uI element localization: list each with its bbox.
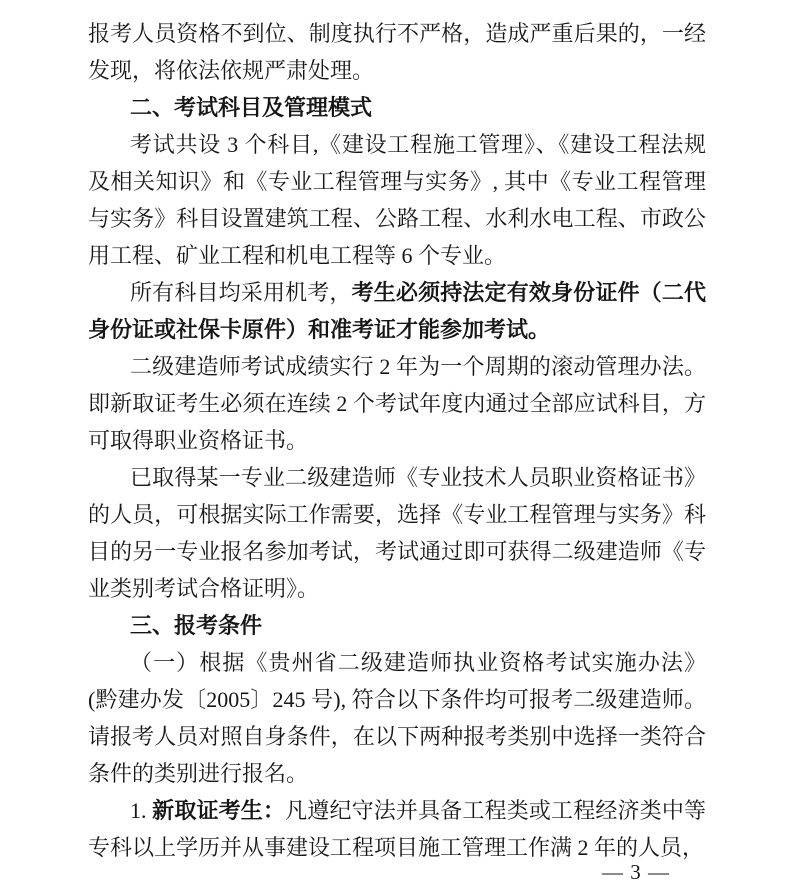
paragraph [88,15,706,89]
text-run: 二级建造师考试成绩实行 2 年为一个周期的滚动管理办法。即新取证考生必须在连续 2 个考试年度内通过全部应试科目，方可取得职业资格证书。 [88,354,706,453]
text-run: 1. [130,798,153,823]
bold-text-run: 二、考试科目及管理模式 [130,95,373,120]
paragraph [88,459,706,607]
paragraph [88,348,706,459]
paragraph [88,126,706,274]
text-run: 所有科目均采用机考， [130,280,352,305]
section-heading [88,89,706,126]
bold-text-run: 新取证考生： [152,798,286,823]
text-run: 已取得某一专业二级建造师《专业技术人员职业资格证书》的人员，可根据实际工作需要，选择《专业工程管理与实务》科目的另一专业报名参加考试，考试通过即可获得二级建造师《专业类别考试合格证明》。 [88,465,706,601]
text-run: 报考人员资格不到位、制度执行不严格，造成严重后果的，一经发现，将依法依规严肃处理。 [88,21,706,83]
paragraph [88,792,706,866]
bold-text-run: 三、报考条件 [130,613,263,638]
page-number: — 3 — [602,860,670,884]
bold-text-run: 考生必须持法定有效身份证件（二代身份证或社保卡原件）和准考证才能参加考试。 [88,280,706,342]
text-run: 考试共设 3 个科目,《建设工程施工管理》、《建设工程法规及相关知识》和《专业工程管理与实务》, 其中《专业工程管理与实务》科目设置建筑工程、公路工程、水利水电工程、市政公用工程、矿业工程和机电工程等 6 个专业。 [88,132,706,268]
document-body [88,15,706,866]
text-run: （一）根据《贵州省二级建造师执业资格考试实施办法》(黔建办发〔2005〕245 号), 符合以下条件均可报考二级建造师。请报考人员对照自身条件，在以下两种报考类别中选择一类符合条件的类别进行报名。 [88,650,706,786]
paragraph [88,644,706,792]
text-run: 凡遵纪守法并具备工程类或工程经济类中等专科以上学历并从事建设工程项目施工管理工作满 2 年的人员， [88,798,706,860]
paragraph [88,274,706,348]
section-heading [88,607,706,644]
